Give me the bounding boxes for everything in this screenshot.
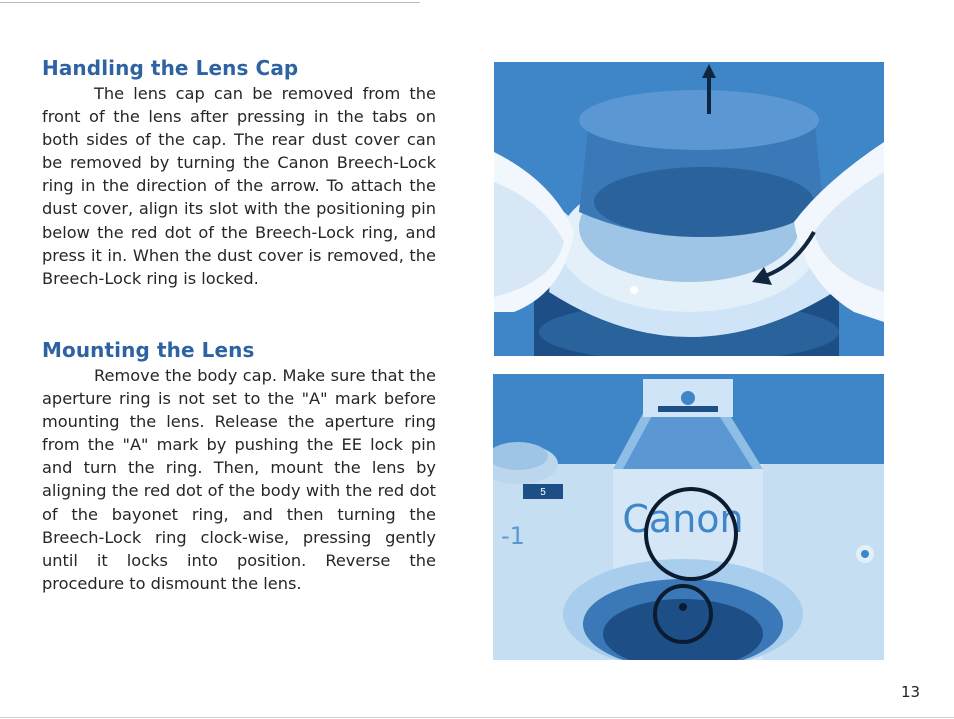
bottom-edge-line bbox=[0, 717, 954, 718]
photo-camera-body-mount bbox=[493, 374, 884, 660]
model-mark: -1 bbox=[501, 522, 525, 550]
dust-cover-illustration bbox=[494, 62, 884, 356]
dial-number-mark: 5 bbox=[540, 487, 546, 498]
heading-handling-lens-cap: Handling the Lens Cap bbox=[42, 56, 299, 80]
heading-mounting-lens: Mounting the Lens bbox=[42, 338, 255, 362]
camera-body-illustration bbox=[493, 374, 884, 660]
paragraph-mounting-lens: Remove the body cap. Make sure that the aperture ring is not set to the "A" mark before mounting the lens. Release the aperture ring from the "A" mark by pushing the EE lock pin and turn the ring. Then, mount the lens by aligning the red dot of the body with the red dot of the bayonet ring, and then turning the Breech-Lock ring clock-wise, pressing gently until it locks into position. Reverse the procedure to dismount the lens. bbox=[42, 366, 436, 593]
photo-dust-cover-removal bbox=[494, 62, 884, 356]
canon-brand-text: Canon bbox=[622, 497, 744, 541]
top-edge-line bbox=[0, 2, 420, 3]
page-number: 13 bbox=[901, 683, 921, 701]
paragraph-handling-lens-cap: The lens cap can be removed from the front of the lens after pressing in the tabs on both sides of the cap. The rear dust cover can be removed by turning the Canon Breech-Lock ring in the direction of the arrow. To attach the dust cover, align its slot with the positioning pin below the red dot of the Breech-Lock ring, and press it in. When the dust cover is removed, the Breech-Lock ring is locked. bbox=[42, 84, 436, 288]
